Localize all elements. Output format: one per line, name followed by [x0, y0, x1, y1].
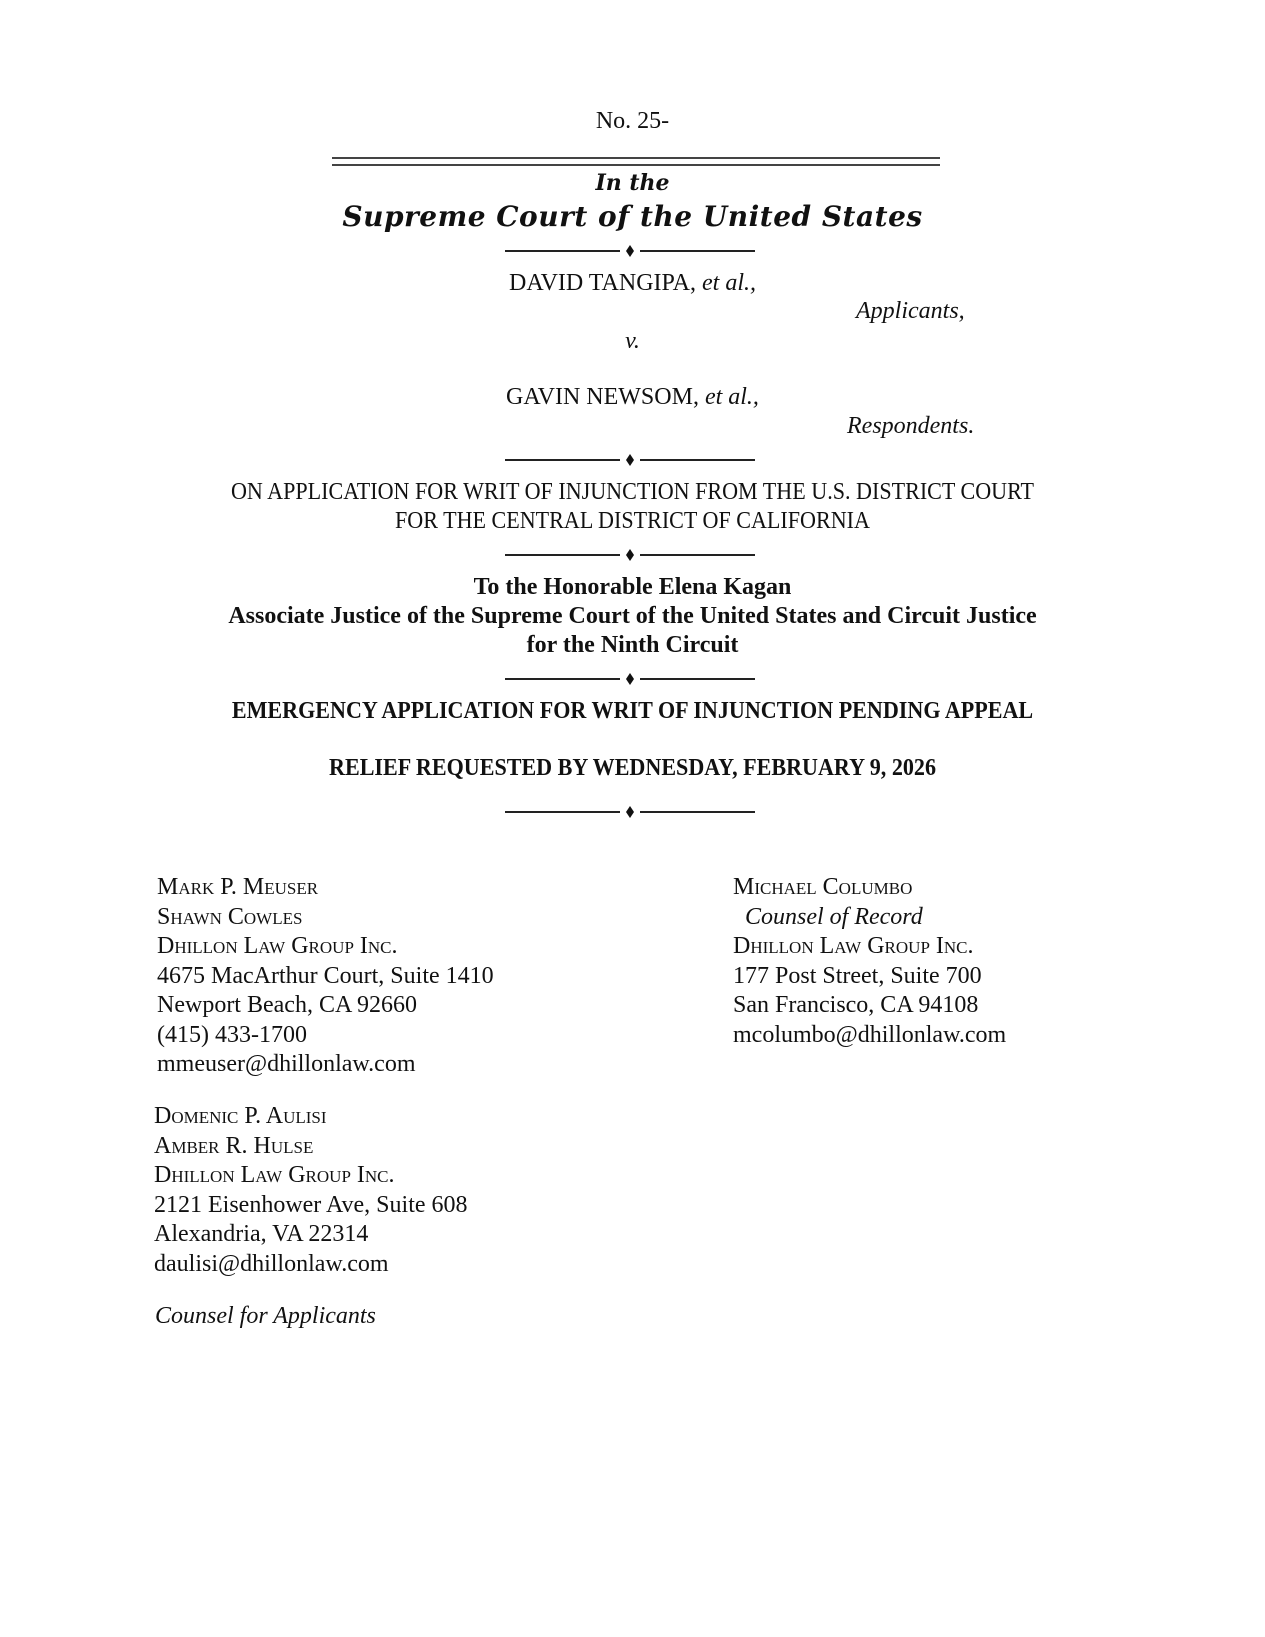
applicant-name: DAVID TANGIPA, — [509, 270, 696, 296]
address-line: 177 Post Street, Suite 700 — [733, 962, 982, 989]
address-line: 4675 MacArthur Court, Suite 1410 — [157, 962, 494, 989]
email: mmeuser@dhillonlaw.com — [157, 1051, 416, 1077]
firm-name: Dhillon Law Group Inc. — [154, 1162, 395, 1188]
diamond-icon — [624, 806, 636, 818]
applicant-line — [0, 270, 1265, 297]
ornament-divider — [505, 672, 755, 686]
ornament-divider — [505, 805, 755, 819]
diamond-icon — [624, 673, 636, 685]
counsel-name: Amber R. Hulse — [154, 1132, 314, 1159]
application-title: EMERGENCY APPLICATION FOR WRIT OF INJUNCTION PENDING APPEAL — [231, 698, 1034, 724]
counsel-name: Michael Columbo — [733, 874, 913, 900]
ornament-divider — [505, 453, 755, 467]
on-application-line-2: FOR THE CENTRAL DISTRICT OF CALIFORNIA — [395, 508, 870, 534]
email: mcolumbo@dhillonlaw.com — [733, 1021, 1007, 1048]
addressee-line-2: Associate Justice of the Supreme Court of the United States and Circuit Justice — [228, 603, 1037, 629]
firm-name: Dhillon Law Group Inc. — [733, 933, 974, 959]
address-line: San Francisco, CA 94108 — [733, 992, 979, 1018]
address-line: 2121 Eisenhower Ave, Suite 608 — [154, 1191, 468, 1218]
applicant-role: Applicants, — [856, 298, 965, 324]
docket-number: No. 25- — [595, 108, 670, 134]
address-line: Newport Beach, CA 92660 — [157, 992, 417, 1018]
respondent-role: Respondents. — [847, 413, 975, 439]
addressee-line-1: To the Honorable Elena Kagan — [473, 574, 792, 600]
respondent-line — [0, 384, 1265, 411]
respondent-etal: et al., — [698, 384, 759, 410]
counsel-name: Mark P. Meuser — [157, 874, 319, 900]
counsel-block-left-2 — [154, 1102, 468, 1279]
diamond-icon — [624, 245, 636, 257]
counsel-block-right — [733, 873, 1006, 1050]
diamond-icon — [624, 549, 636, 561]
court-name: Supreme Court of the United States — [342, 200, 923, 233]
on-application-line-1: ON APPLICATION FOR WRIT OF INJUNCTION FROM THE U.S. DISTRICT COURT — [230, 479, 1035, 505]
counsel-name: Shawn Cowles — [157, 903, 303, 930]
counsel-name: Domenic P. Aulisi — [154, 1103, 327, 1129]
court-prefix: In the — [595, 170, 670, 196]
relief-requested: RELIEF REQUESTED BY WEDNESDAY, FEBRUARY 9, 2026 — [329, 755, 936, 781]
respondent-name: GAVIN NEWSOM, — [506, 384, 699, 410]
applicant-etal: et al., — [696, 270, 756, 296]
double-rule-divider — [332, 157, 940, 166]
firm-name: Dhillon Law Group Inc. — [157, 933, 398, 959]
addressee-line-3: for the Ninth Circuit — [526, 632, 739, 658]
counsel-for-applicants: Counsel for Applicants — [155, 1303, 376, 1329]
email: daulisi@dhillonlaw.com — [154, 1250, 389, 1277]
counsel-of-record: Counsel of Record — [745, 903, 923, 930]
diamond-icon — [624, 454, 636, 466]
phone: (415) 433-1700 — [157, 1021, 307, 1048]
ornament-divider — [505, 244, 755, 258]
counsel-block-left-1 — [157, 873, 494, 1080]
ornament-divider — [505, 548, 755, 562]
address-line: Alexandria, VA 22314 — [154, 1221, 369, 1247]
versus: v. — [625, 328, 640, 354]
